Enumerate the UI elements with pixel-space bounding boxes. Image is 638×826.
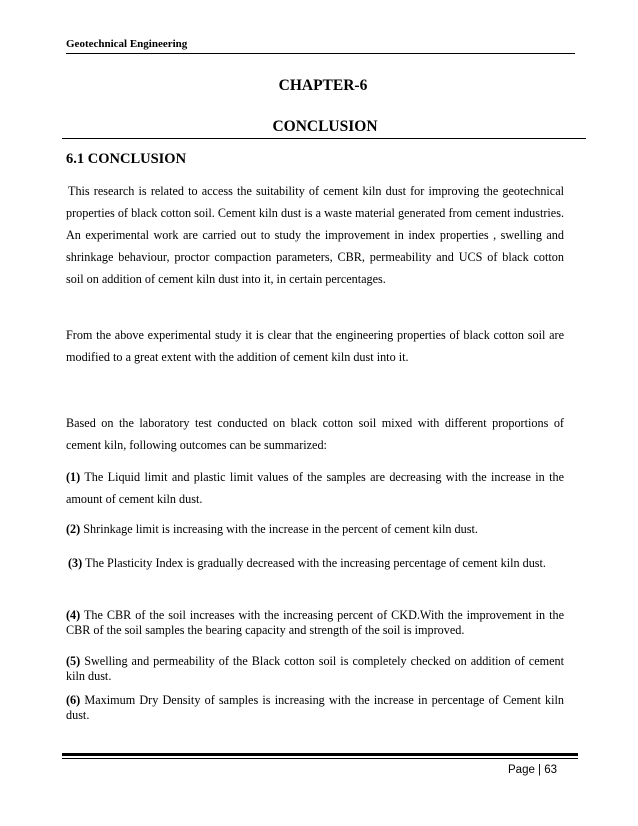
chapter-number: CHAPTER-6 bbox=[278, 77, 368, 94]
footer-rule bbox=[62, 753, 578, 756]
outcome-number: (1) bbox=[66, 470, 81, 484]
outcome-number: (4) bbox=[66, 608, 81, 622]
paragraph-intro bbox=[66, 180, 564, 290]
outcome-item-4 bbox=[66, 608, 564, 638]
outcome-item-1 bbox=[66, 466, 564, 510]
outcome-item-5 bbox=[66, 654, 564, 684]
outcome-number: (6) bbox=[66, 693, 81, 707]
outcome-number: (2) bbox=[66, 522, 81, 536]
running-header: Geotechnical Engineering bbox=[66, 38, 188, 50]
header-rule bbox=[66, 53, 575, 54]
outcome-item-6 bbox=[66, 693, 564, 723]
paragraph-summary bbox=[66, 324, 564, 368]
outcome-item-3 bbox=[66, 552, 564, 574]
outcome-text: Maximum Dry Density of samples is increasing with the increase in percentage of Cement kiln dust. bbox=[66, 693, 564, 722]
outcome-text: The Plasticity Index is gradually decreased with the increasing percentage of cement kiln dust. bbox=[82, 556, 546, 570]
page-number: Page | 63 bbox=[508, 764, 558, 776]
section-heading: 6.1 CONCLUSION bbox=[66, 151, 187, 167]
outcome-number: (3) bbox=[68, 556, 83, 570]
outcome-number: (5) bbox=[66, 654, 81, 668]
outcome-text: Swelling and permeability of the Black cotton soil is completely checked on addition of cement kiln dust. bbox=[66, 654, 564, 683]
paragraph-outcomes-intro bbox=[66, 412, 564, 456]
footer-rule-thin bbox=[62, 758, 578, 759]
title-rule bbox=[62, 138, 586, 139]
paragraph-text: From the above experimental study it is clear that the engineering properties of black cotton soil are modified to a great extent with the addition of cement kiln dust into it. bbox=[66, 328, 564, 364]
outcome-text: The Liquid limit and plastic limit values of the samples are decreasing with the increase in the amount of cement kiln dust. bbox=[66, 470, 564, 506]
outcome-item-2 bbox=[66, 518, 564, 540]
outcome-text: The CBR of the soil increases with the increasing percent of CKD.With the improvement in the CBR of the soil samples the bearing capacity and strength of the soil is improved. bbox=[66, 608, 564, 637]
chapter-title: CONCLUSION bbox=[272, 118, 378, 135]
paragraph-text: Based on the laboratory test conducted on black cotton soil mixed with different proportions of cement kiln, following outcomes can be summarized: bbox=[66, 416, 564, 452]
outcome-text: Shrinkage limit is increasing with the increase in the percent of cement kiln dust. bbox=[80, 522, 478, 536]
paragraph-text: This research is related to access the suitability of cement kiln dust for improving the geotechnical properties of black cotton soil. Cement kiln dust is a waste material generated from cement industries. An experimental work are carried out to study the improvement in index properties , swelling and shrinkage behaviour, proctor compaction parameters, CBR, permeability and UCS of black cotton soil on addition of cement kiln dust into it, in certain percentages. bbox=[66, 184, 564, 286]
